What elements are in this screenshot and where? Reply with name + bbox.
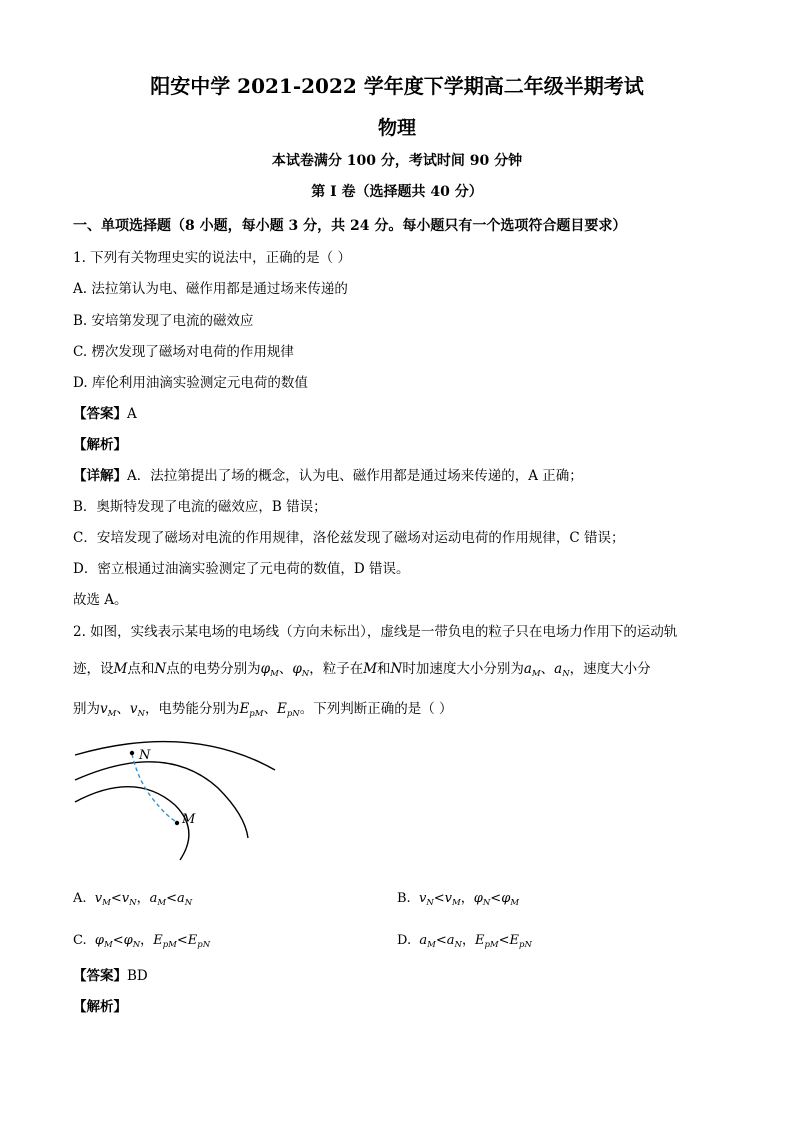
sub: M bbox=[270, 669, 279, 679]
lt: < bbox=[112, 933, 124, 948]
var-E: E bbox=[474, 933, 485, 948]
q1-option-d: D. 库伦利用油滴实验测定元电荷的数值 bbox=[73, 375, 308, 391]
detail-a-text: A．法拉第提出了场的概念，认为电、磁作用都是通过场来传递的，A 正确； bbox=[127, 468, 583, 484]
answer-value: A bbox=[127, 406, 137, 422]
var-v: v bbox=[418, 891, 427, 906]
detail-tag: 【详解】 bbox=[73, 468, 127, 484]
q1-detail-d: D．密立根通过油滴实验测定了元电荷的数值，D 错误。 bbox=[73, 561, 410, 577]
sub: pM bbox=[249, 709, 264, 719]
sub: M bbox=[104, 940, 113, 950]
q2-stem-line3 bbox=[73, 697, 453, 719]
sub: M bbox=[157, 898, 167, 908]
sub: M bbox=[107, 709, 117, 719]
text: ，粒子在 bbox=[309, 661, 364, 677]
q2-analysis-tag: 【解析】 bbox=[73, 999, 127, 1015]
sub: M bbox=[102, 898, 111, 908]
sub: N bbox=[129, 898, 137, 908]
answer-tag: 【答案】 bbox=[73, 968, 127, 984]
sub: N bbox=[301, 669, 310, 679]
volume-title: 第 I 卷（选择题共 40 分） bbox=[311, 184, 483, 200]
lt: < bbox=[490, 891, 502, 906]
text: 时加速度大小分别为 bbox=[402, 661, 524, 677]
q2-option-c bbox=[73, 929, 210, 950]
q2-answer bbox=[73, 964, 148, 984]
var-E: E bbox=[187, 933, 198, 948]
text: ，电势能分别为 bbox=[144, 701, 240, 717]
var-a: a bbox=[149, 891, 158, 906]
var-v: v bbox=[444, 891, 453, 906]
var-E: E bbox=[276, 701, 287, 717]
q1-detail-c: C．安培发现了磁场对电流的作用规律，洛伦兹发现了磁场对运动电荷的作用规律，C 错误； bbox=[73, 530, 625, 546]
field-lines-figure bbox=[70, 730, 285, 865]
var-phi: φ bbox=[94, 933, 104, 948]
sub: N bbox=[562, 669, 570, 679]
subject-title: 物理 bbox=[377, 117, 416, 139]
var-N: N bbox=[154, 661, 167, 677]
sep: 、 bbox=[263, 701, 277, 717]
text: 和 bbox=[377, 661, 391, 677]
point-M bbox=[175, 821, 179, 825]
opt-letter: C. bbox=[73, 933, 87, 948]
lt: < bbox=[110, 891, 122, 906]
comma: ， bbox=[140, 933, 154, 948]
var-v: v bbox=[94, 891, 103, 906]
sub: M bbox=[531, 669, 541, 679]
var-v: v bbox=[100, 701, 108, 717]
sub: N bbox=[426, 898, 434, 908]
label-N: N bbox=[139, 748, 151, 763]
point-N bbox=[130, 751, 134, 755]
q2-stem-line1: 2. 如图，实线表示某电场的电场线（方向未标出），虚线是一带负电的粒子只在电场力作用下的运动轨 bbox=[73, 624, 678, 640]
sub: N bbox=[184, 898, 193, 908]
field-line-middle bbox=[75, 762, 248, 838]
sub: pM bbox=[162, 940, 177, 950]
lt: < bbox=[433, 891, 445, 906]
q1-option-b: B. 安培第发现了电流的磁效应 bbox=[73, 313, 254, 329]
sub: pN bbox=[286, 709, 300, 719]
sub: pN bbox=[519, 940, 532, 950]
field-line-bottom bbox=[75, 787, 189, 860]
comma: ， bbox=[461, 933, 475, 948]
q1-stem: 1. 下列有关物理史实的说法中，正确的是（ ） bbox=[73, 250, 351, 266]
sep: 、 bbox=[116, 701, 130, 717]
var-a: a bbox=[554, 661, 563, 677]
var-a: a bbox=[419, 933, 428, 948]
sub: pM bbox=[484, 940, 499, 950]
lt: < bbox=[166, 891, 177, 906]
sub: N bbox=[132, 940, 141, 950]
var-a: a bbox=[176, 891, 185, 906]
var-a: a bbox=[446, 933, 455, 948]
sub: N bbox=[137, 709, 145, 719]
text: 迹，设 bbox=[73, 661, 114, 677]
sub: M bbox=[427, 940, 436, 950]
var-M: M bbox=[363, 661, 378, 677]
answer-value: BD bbox=[127, 968, 148, 984]
section-heading: 一、单项选择题（8 小题，每小题 3 分，共 24 分。每小题只有一个选项符合题目要求） bbox=[73, 218, 627, 234]
sub: pN bbox=[197, 940, 211, 950]
sep: 、 bbox=[540, 661, 555, 677]
q1-analysis-tag: 【解析】 bbox=[73, 437, 127, 453]
q1-conclusion: 故选 A。 bbox=[73, 592, 128, 608]
q2-option-d bbox=[397, 929, 532, 950]
q2-option-a bbox=[73, 887, 192, 908]
label-M: M bbox=[182, 812, 196, 827]
var-a: a bbox=[523, 661, 532, 677]
var-N: N bbox=[390, 661, 403, 677]
q1-answer bbox=[73, 402, 137, 422]
sub: N bbox=[454, 940, 462, 950]
sep: 、 bbox=[278, 661, 293, 677]
var-E: E bbox=[153, 933, 163, 948]
opt-letter: A. bbox=[73, 891, 87, 906]
text: 别为 bbox=[73, 701, 100, 717]
text: 。下列判断正确的是（ ） bbox=[299, 701, 453, 717]
var-M: M bbox=[113, 661, 128, 677]
comma: ， bbox=[136, 891, 150, 906]
comma: ， bbox=[460, 891, 474, 906]
exam-info: 本试卷满分 100 分，考试时间 90 分钟 bbox=[271, 153, 523, 169]
q2-option-b bbox=[397, 887, 519, 908]
lt: < bbox=[435, 933, 447, 948]
var-phi: φ bbox=[473, 891, 483, 906]
opt-letter: D. bbox=[397, 933, 412, 948]
q1-detail-a bbox=[73, 464, 583, 484]
answer-tag: 【答案】 bbox=[73, 406, 127, 422]
var-phi: φ bbox=[501, 891, 511, 906]
var-phi: φ bbox=[292, 661, 302, 677]
lt: < bbox=[176, 933, 188, 948]
var-v: v bbox=[129, 701, 138, 717]
q1-detail-b: B．奥斯特发现了电流的磁效应，B 错误； bbox=[73, 499, 327, 515]
var-phi: φ bbox=[123, 933, 133, 948]
exam-title: 阳安中学 2021-2022 学年度下学期高二年级半期考试 bbox=[150, 74, 644, 98]
var-E: E bbox=[509, 933, 520, 948]
field-line-top bbox=[75, 742, 275, 770]
sub: M bbox=[510, 898, 520, 908]
q1-option-a: A. 法拉第认为电、磁作用都是通过场来传递的 bbox=[73, 281, 348, 297]
var-v: v bbox=[121, 891, 130, 906]
lt: < bbox=[498, 933, 510, 948]
text: 点和 bbox=[127, 661, 155, 677]
opt-letter: B. bbox=[397, 891, 411, 906]
sub: M bbox=[452, 898, 461, 908]
sub: N bbox=[482, 898, 491, 908]
var-phi: φ bbox=[260, 661, 271, 677]
q2-stem-line2 bbox=[73, 657, 651, 679]
text: 点的电势分别为 bbox=[166, 661, 261, 677]
q1-option-c: C. 楞次发现了磁场对电荷的作用规律 bbox=[73, 344, 294, 360]
var-E: E bbox=[239, 701, 250, 717]
text: ，速度大小分 bbox=[569, 661, 651, 677]
